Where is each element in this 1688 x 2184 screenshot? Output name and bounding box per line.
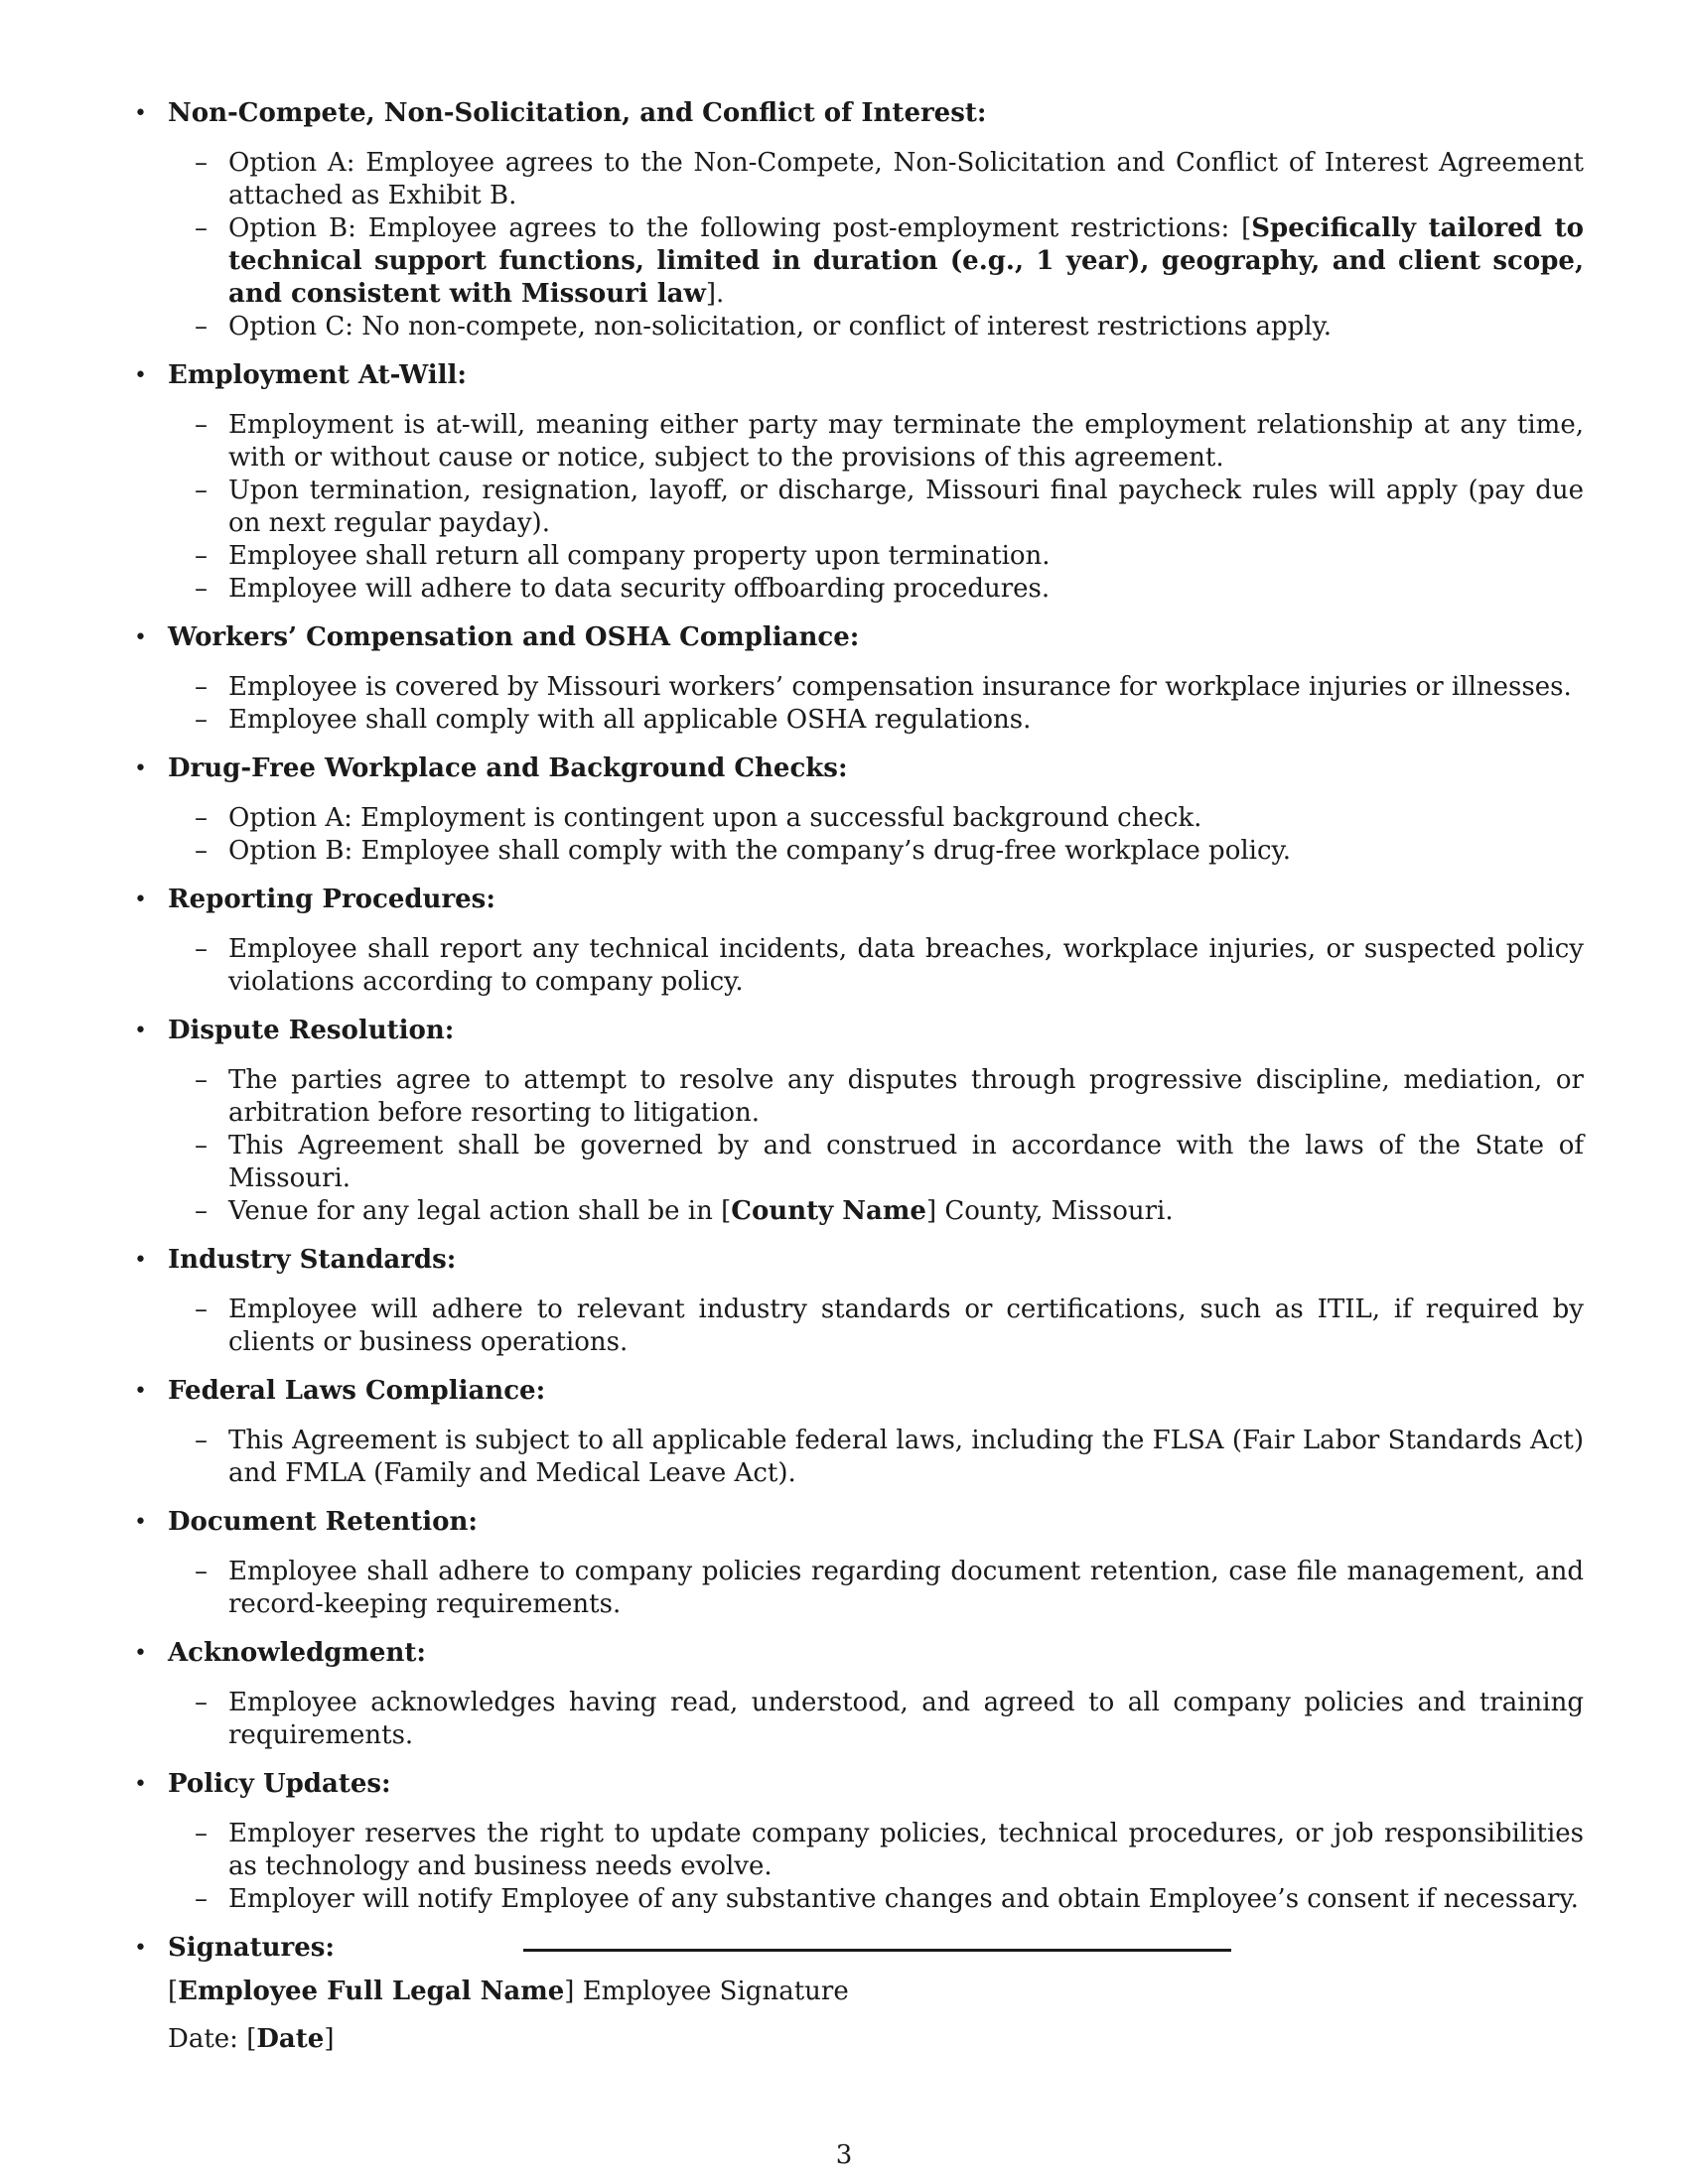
list-item — [195, 1425, 1584, 1490]
list-item — [195, 1195, 1584, 1228]
dash-icon: – — [195, 312, 208, 341]
list-item — [195, 573, 1584, 606]
section-heading: Reporting Procedures: — [168, 885, 495, 914]
section-heading: Non-Compete, Non-Solicitation, and Conflict of Interest: — [168, 98, 987, 128]
item-text: Employer will notify Employee of any substantive changes and obtain Employee’s consent if necessary. — [228, 1884, 1579, 1914]
item-text: Employee acknowledges having read, understood, and agreed to all company policies and training requirements. — [228, 1688, 1584, 1750]
item-text: Employee will adhere to relevant industry standards or certifications, such as ITIL, if required by clients or business operations. — [228, 1295, 1584, 1357]
signature-date — [168, 2023, 334, 2056]
section-items — [134, 1064, 1584, 1228]
section-heading: Acknowledgment: — [168, 1638, 426, 1668]
list-item — [195, 1883, 1584, 1916]
section — [134, 1015, 1584, 1228]
list-item — [195, 1687, 1584, 1752]
list-item — [195, 147, 1584, 212]
section-items — [134, 1687, 1584, 1752]
date-placeholder: Date — [256, 2024, 325, 2054]
list-item — [195, 704, 1584, 737]
bullet-icon: • — [134, 887, 147, 912]
bullet-icon: • — [134, 625, 147, 650]
dash-icon: – — [195, 705, 208, 735]
item-text: Option A: Employee agrees to the Non-Compete, Non-Solicitation and Conflict of Interest Agreement attached as Exhibit B. — [228, 148, 1584, 210]
bullet-icon: • — [134, 1772, 147, 1797]
dash-icon: – — [195, 1131, 208, 1160]
section — [134, 97, 1584, 343]
bullet-icon: • — [134, 363, 147, 388]
bullet-icon: • — [134, 1936, 147, 1961]
bracket-close: ] — [564, 1977, 575, 2006]
dash-icon: – — [195, 148, 208, 178]
section-heading: Industry Standards: — [168, 1245, 457, 1275]
item-text: Employee shall adhere to company policies regarding document retention, case file management, and record-keeping requirements. — [228, 1557, 1584, 1619]
section — [134, 1375, 1584, 1490]
list-item — [195, 212, 1584, 311]
list-item — [195, 933, 1584, 999]
section — [134, 359, 1584, 606]
item-text: This Agreement shall be governed by and construed in accordance with the laws of the State of Missouri. — [228, 1131, 1584, 1193]
date-label: Date: — [168, 2024, 247, 2054]
item-text-after: ]. — [705, 279, 725, 309]
section-items — [134, 933, 1584, 999]
dash-icon: – — [195, 410, 208, 440]
list-item — [195, 835, 1584, 868]
list-item — [195, 1064, 1584, 1130]
bullet-icon: • — [134, 1019, 147, 1043]
item-text: Option A: Employment is contingent upon a successful background check. — [228, 803, 1202, 833]
employee-signature-label: Employee Signature — [574, 1977, 849, 2006]
item-text: Employee shall report any technical incidents, data breaches, workplace injuries, or suspected policy violations according to company policy. — [228, 934, 1584, 997]
bracket-open: [ — [246, 2024, 257, 2054]
list-item — [195, 1556, 1584, 1621]
list-item — [195, 475, 1584, 540]
item-text: Venue for any legal action shall be in [ — [228, 1196, 732, 1226]
item-text: Option B: Employee shall comply with the company’s drug-free workplace policy. — [228, 836, 1292, 866]
item-text: Employer reserves the right to update company policies, technical procedures, or job responsibilities as technology and business needs evolve. — [228, 1819, 1584, 1881]
section-items — [134, 1556, 1584, 1621]
section-items — [134, 802, 1584, 868]
section-heading: Workers’ Compensation and OSHA Compliance: — [168, 622, 860, 652]
dash-icon: – — [195, 476, 208, 505]
list-item — [195, 802, 1584, 835]
section-items — [134, 1818, 1584, 1916]
section-heading: Policy Updates: — [168, 1769, 391, 1799]
bullet-icon: • — [134, 756, 147, 781]
item-text: Upon termination, resignation, layoff, or discharge, Missouri final paycheck rules will apply (pay due on next regular payday). — [228, 476, 1584, 538]
item-text: Employment is at-will, meaning either party may terminate the employment relationship at any time, with or without cause or notice, subject to the provisions of this agreement. — [228, 410, 1584, 473]
item-text: This Agreement is subject to all applicable federal laws, including the FLSA (Fair Labor Standards Act) and FMLA (Family and Medical Leave Act). — [228, 1426, 1584, 1488]
list-item — [195, 1130, 1584, 1195]
dash-icon: – — [195, 1884, 208, 1914]
bullet-icon: • — [134, 1248, 147, 1273]
section — [134, 1637, 1584, 1752]
dash-icon: – — [195, 1557, 208, 1586]
section-heading: Drug-Free Workplace and Background Checks: — [168, 753, 848, 783]
bracket-open: [ — [168, 1977, 179, 2006]
document-body — [134, 97, 1584, 1980]
bracket-close: ] — [324, 2024, 335, 2054]
dash-icon: – — [195, 1196, 208, 1226]
bullet-icon: • — [134, 1510, 147, 1535]
section — [134, 884, 1584, 999]
employee-name-placeholder: Employee Full Legal Name — [178, 1977, 565, 2006]
page-number: 3 — [835, 2140, 853, 2170]
employee-signature-caption — [168, 1976, 849, 2008]
item-text-after: ] County, Missouri. — [925, 1196, 1174, 1226]
dash-icon: – — [195, 934, 208, 964]
item-placeholder-bold: County Name — [731, 1196, 926, 1226]
item-text: Option C: No non-compete, non-solicitation, or conflict of interest restrictions apply. — [228, 312, 1333, 341]
section — [134, 621, 1584, 737]
section-items — [134, 147, 1584, 343]
signature-line — [523, 1949, 1231, 1952]
item-text: The parties agree to attempt to resolve any disputes through progressive discipline, mediation, or arbitration before resorting to litigation. — [228, 1065, 1584, 1128]
list-item — [195, 540, 1584, 573]
dash-icon: – — [195, 1819, 208, 1848]
item-text: Employee shall return all company property upon termination. — [228, 541, 1051, 571]
section-heading: Federal Laws Compliance: — [168, 1376, 546, 1406]
section-items — [134, 1294, 1584, 1359]
dash-icon: – — [195, 1688, 208, 1717]
dash-icon: – — [195, 541, 208, 571]
section-items — [134, 409, 1584, 606]
section — [134, 752, 1584, 868]
dash-icon: – — [195, 803, 208, 833]
section — [134, 1506, 1584, 1621]
section-items — [134, 671, 1584, 737]
item-text: Option B: Employee agrees to the following post-employment restrictions: [ — [228, 213, 1252, 243]
list-item — [195, 671, 1584, 704]
bullet-icon: • — [134, 1641, 147, 1666]
section — [134, 1768, 1584, 1916]
list-item — [195, 1818, 1584, 1883]
section-heading: Employment At-Will: — [168, 360, 467, 390]
section-heading: Signatures: — [168, 1933, 335, 1963]
dash-icon: – — [195, 1065, 208, 1095]
dash-icon: – — [195, 672, 208, 702]
dash-icon: – — [195, 836, 208, 866]
section-heading: Dispute Resolution: — [168, 1016, 455, 1045]
list-item — [195, 311, 1584, 343]
item-text: Employee is covered by Missouri workers’ compensation insurance for workplace injuries or illnesses. — [228, 672, 1572, 702]
bullet-icon: • — [134, 1379, 147, 1404]
dash-icon: – — [195, 213, 208, 243]
dash-icon: – — [195, 1426, 208, 1455]
section — [134, 1244, 1584, 1359]
item-text: Employee will adhere to data security offboarding procedures. — [228, 574, 1051, 604]
list-item — [195, 409, 1584, 475]
dash-icon: – — [195, 1295, 208, 1324]
section-items — [134, 1425, 1584, 1490]
dash-icon: – — [195, 574, 208, 604]
section-heading: Document Retention: — [168, 1507, 478, 1537]
bullet-icon: • — [134, 101, 147, 126]
item-text: Employee shall comply with all applicable OSHA regulations. — [228, 705, 1032, 735]
item-placeholder-bold: Specifically tailored to technical support functions, limited in duration (e.g., 1 year), geography, and client scope, and consistent with Missouri law — [228, 213, 1584, 309]
list-item — [195, 1294, 1584, 1359]
